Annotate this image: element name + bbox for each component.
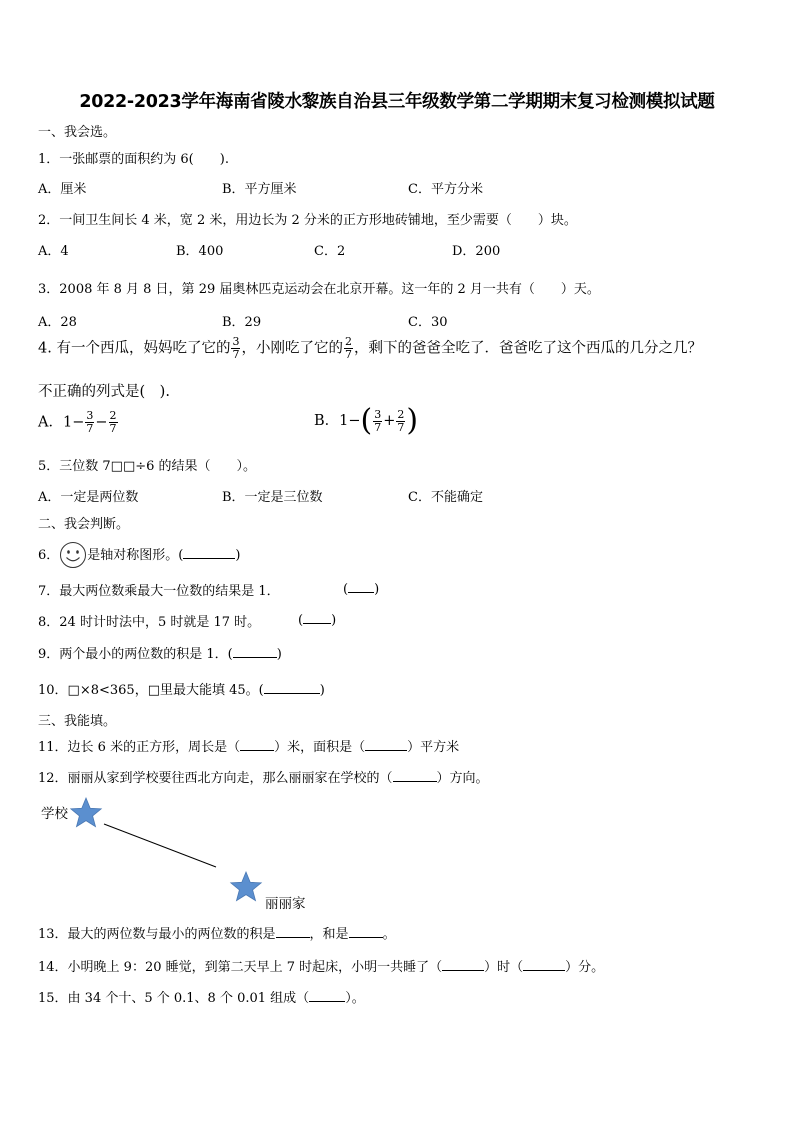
question-4-text-2: ，小刚吃了它的 [241,340,343,357]
question-3-option-a[interactable]: A．28 [38,315,77,330]
question-8: 8．24 时计时法中，5 时就是 17 时。 [38,615,261,630]
question-4-text-3: ，剩下的爸爸全吃了．爸爸吃了这个西瓜的几分之几？ [353,340,702,357]
answer-blank-sum[interactable] [349,925,383,938]
answer-blank[interactable] [303,611,331,624]
school-star-icon [68,796,104,830]
question-6: 6． 是轴对称图形。( ) [38,544,240,563]
smiley-face-icon [59,541,87,569]
question-4-option-a[interactable]: A．1− $\frac{3}{7}$ − $\frac{2}{7}$ [38,409,117,435]
question-7-answer: ( ) [343,582,380,597]
question-5-option-a[interactable]: A．一定是两位数 [38,490,139,505]
question-4-stem [38,336,702,361]
route-line [102,822,220,870]
answer-blank[interactable] [183,546,235,559]
section-heading-choice: 一、我会选。 [38,125,117,140]
fraction: $\frac{3}{7}$ [232,335,240,361]
question-13: 13．最大的两位数与最小的两位数的积是 ，和是 。 [38,927,396,942]
question-14: 14．小明晚上 9：20 睡觉，到第二天早上 7 时起床，小明一共睡了（ ）时（ ）分。 [38,960,605,975]
question-4-line-2: 不正确的列式是( ). [38,384,170,400]
question-12: 12．丽丽从家到学校要往西北方向走，那么丽丽家在学校的（ ）方向。 [38,771,489,786]
question-5-option-c[interactable]: C．不能确定 [408,490,483,505]
question-1-option-a[interactable]: A．厘米 [38,182,87,197]
answer-blank-hours[interactable] [442,958,484,971]
school-label: 学校 [41,806,68,822]
answer-blank-minutes[interactable] [523,958,565,971]
question-5-stem: 5．三位数 7□□÷6 的结果（ ）。 [38,459,257,474]
question-9: 9．两个最小的两位数的积是 1．( ) [38,647,282,662]
answer-blank[interactable] [264,681,320,694]
question-11: 11．边长 6 米的正方形，周长是（ ）米，面积是（ ）平方米 [38,740,460,755]
question-2-stem: 2．一间卫生间长 4 米，宽 2 米，用边长为 2 分米的正方形地砖铺地，至少需要（ ）块。 [38,213,577,228]
question-3-option-b[interactable]: B．29 [222,315,262,330]
question-8-answer: ( ) [298,613,337,628]
question-2-option-c[interactable]: C．2 [314,244,346,259]
fraction: $\frac{2}{7}$ [397,407,405,434]
home-label: 丽丽家 [265,896,306,912]
section-heading-fill: 三、我能填。 [38,714,117,729]
question-2-option-a[interactable]: A．4 [38,244,69,259]
question-1-stem: 1．一张邮票的面积约为 6( ). [38,152,229,167]
question-2-option-d[interactable]: D．200 [452,244,501,259]
question-4-option-b[interactable]: B．1−( $\frac{3}{7}$ + $\frac{2}{7}$ ) [314,403,419,438]
answer-blank[interactable] [393,769,437,782]
question-15: 15．由 34 个十、5 个 0.1、8 个 0.01 组成（ ）。 [38,991,365,1006]
question-2-option-b[interactable]: B．400 [176,244,224,259]
answer-blank-area[interactable] [365,738,407,751]
question-10: 10．□×8<365，□里最大能填 45。( ) [38,683,325,698]
answer-blank-product[interactable] [276,925,310,938]
answer-blank[interactable] [233,645,277,658]
question-1-option-b[interactable]: B．平方厘米 [222,182,297,197]
answer-blank-perimeter[interactable] [240,738,274,751]
fraction: $\frac{3}{7}$ [374,407,382,434]
fraction: $\frac{3}{7}$ [86,409,94,435]
answer-blank[interactable] [309,989,345,1002]
question-7: 7．最大两位数乘最大一位数的结果是 1． [38,584,280,599]
page-title: 2022-2023学年海南省陵水黎族自治县三年级数学第二学期期末复习检测模拟试题 [79,92,715,112]
question-4-text-1: 4. 有一个西瓜，妈妈吃了它的 [38,340,231,357]
fraction: $\frac{2}{7}$ [344,335,352,361]
home-star-icon [228,870,264,904]
fraction: $\frac{2}{7}$ [109,409,117,435]
question-3-stem: 3．2008 年 8 月 8 日，第 29 届奥林匹克运动会在北京开幕。这一年的 2 月一共有（ ）天。 [38,282,600,297]
question-5-option-b[interactable]: B．一定是三位数 [222,490,323,505]
answer-blank[interactable] [348,580,374,593]
section-heading-judge: 二、我会判断。 [38,517,130,532]
question-1-option-c[interactable]: C．平方分米 [408,182,483,197]
question-3-option-c[interactable]: C．30 [408,315,448,330]
